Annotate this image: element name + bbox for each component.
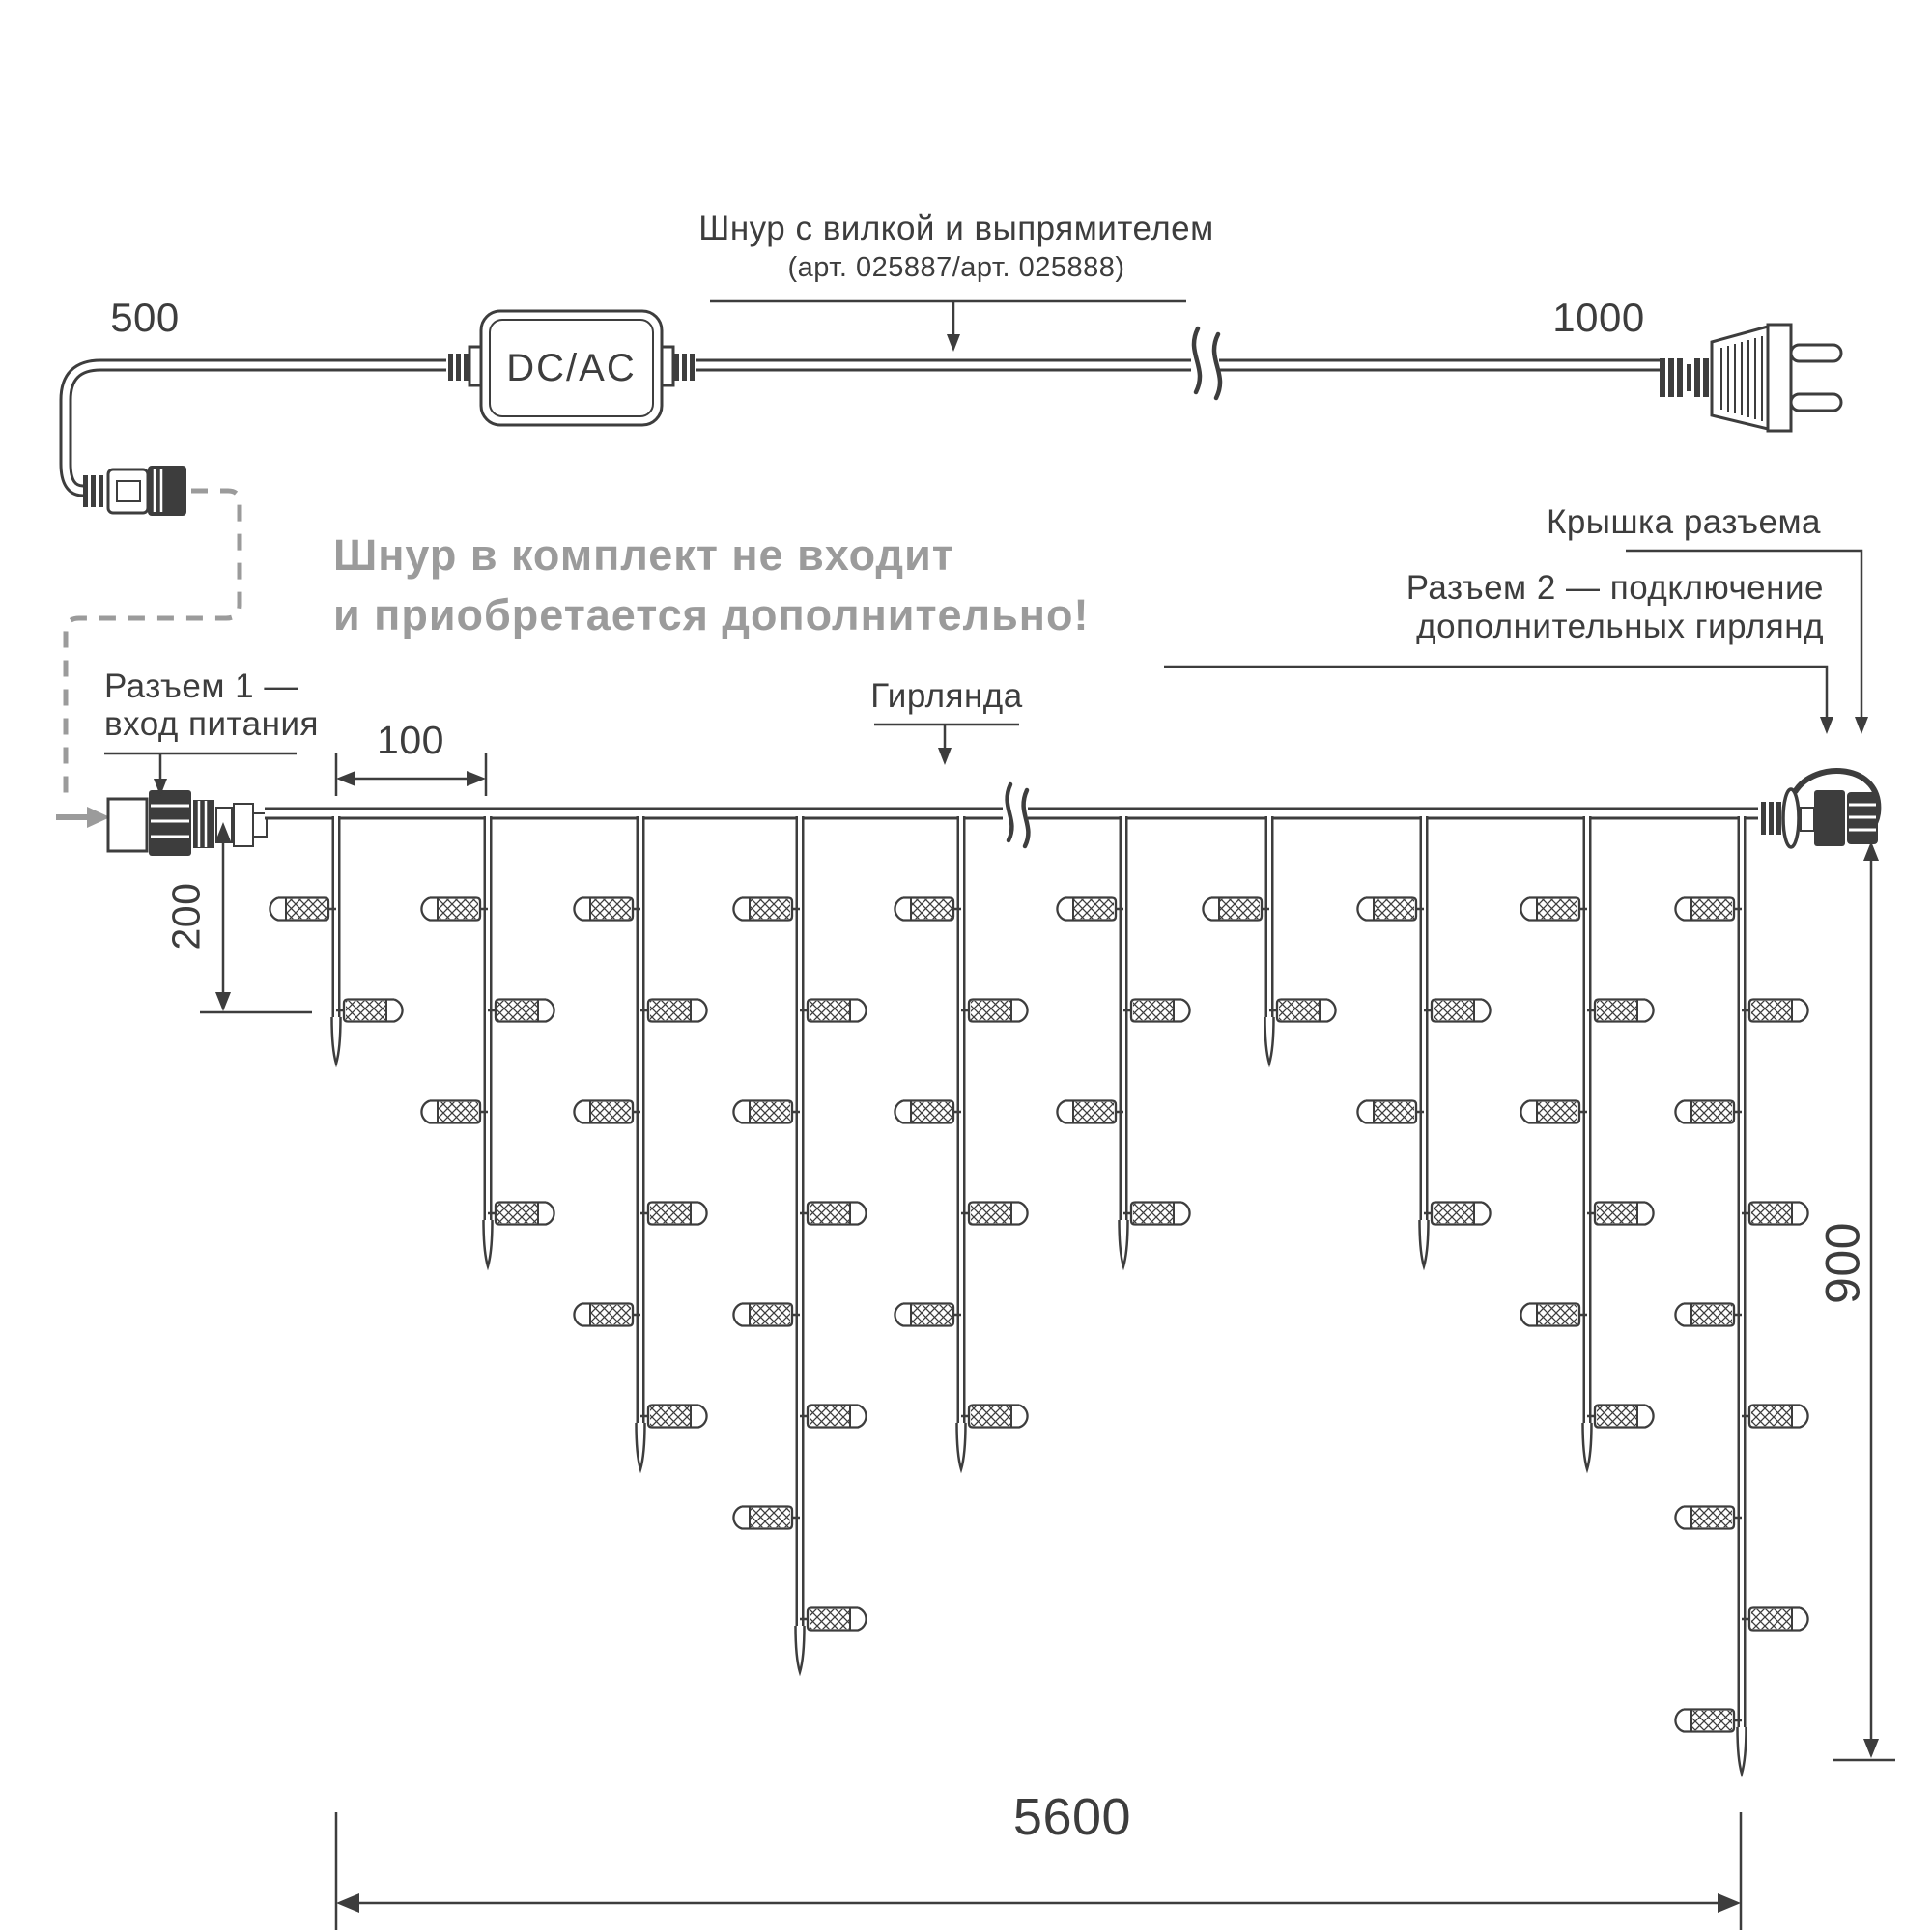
led-bulb — [421, 898, 488, 921]
led-bulb — [640, 1000, 707, 1022]
icicle-drop — [1057, 816, 1189, 1266]
icicle-drop — [1520, 816, 1653, 1469]
led-bulb — [270, 898, 336, 921]
connector1-label-line2: вход питания — [104, 705, 319, 743]
led-bulb — [1424, 1203, 1491, 1225]
power-plug-icon — [1660, 325, 1841, 431]
led-bulb — [574, 1304, 640, 1326]
led-bulb — [733, 1304, 800, 1326]
dim-5600-value: 5600 — [1012, 1788, 1132, 1846]
dim-900-value: 900 — [1815, 1222, 1870, 1304]
led-bulb — [1057, 1101, 1123, 1123]
led-bulb — [961, 1406, 1028, 1428]
led-bulb — [640, 1406, 707, 1428]
note-line1: Шнур в комплект не входит — [333, 530, 954, 580]
not-included-dashed-path — [56, 491, 240, 828]
power-cord-cable — [66, 365, 1662, 491]
icicle-drop — [1675, 816, 1807, 1774]
led-bulb — [1057, 898, 1123, 921]
leader-connector2 — [1164, 667, 1833, 734]
led-bulb — [895, 1304, 961, 1326]
led-bulb — [1123, 1000, 1190, 1022]
led-bulb — [1520, 1304, 1587, 1326]
icicle-drop — [1357, 816, 1490, 1266]
led-bulb — [733, 1101, 800, 1123]
led-bulb — [1587, 1000, 1654, 1022]
led-bulb — [488, 1000, 554, 1022]
led-bulb — [1675, 1304, 1742, 1326]
cord-connector — [83, 466, 186, 516]
led-bulb — [961, 1000, 1028, 1022]
led-bulb — [1357, 898, 1424, 921]
led-bulb — [1123, 1203, 1190, 1225]
led-bulb — [1742, 1608, 1808, 1631]
leader-cord-label — [710, 301, 1186, 352]
leader-connector1 — [104, 753, 297, 796]
led-bulb — [1357, 1101, 1424, 1123]
converter-label: DC/AC — [506, 347, 637, 389]
leader-garland — [874, 724, 1019, 765]
led-bulb — [1203, 898, 1269, 921]
connector-cap — [1847, 792, 1878, 844]
led-bulb — [1742, 1000, 1808, 1022]
connector2-label-line2: дополнительных гирлянд — [1416, 608, 1824, 645]
note-line2: и приобретается дополнительно! — [333, 590, 1090, 639]
led-bulb — [1675, 898, 1742, 921]
icicle-drops — [270, 816, 1807, 1774]
led-bulb — [1675, 1507, 1742, 1529]
led-bulb — [800, 1608, 867, 1631]
connector1-label-line1: Разъем 1 — — [104, 668, 298, 705]
connector2-label-line1: Разъем 2 — подключение — [1406, 569, 1824, 607]
led-bulb — [1269, 1000, 1336, 1022]
led-bulb — [574, 1101, 640, 1123]
dim-1000-value: 1000 — [1552, 295, 1645, 340]
icicle-drop — [1203, 816, 1335, 1064]
led-bulb — [336, 1000, 403, 1022]
cable-break-icon — [1194, 328, 1220, 398]
led-bulb — [800, 1203, 867, 1225]
dim-200-value: 200 — [163, 882, 209, 951]
led-bulb — [640, 1203, 707, 1225]
icicle-drop — [270, 816, 402, 1064]
icicle-drop — [574, 816, 706, 1469]
garland-label: Гирлянда — [870, 677, 1023, 715]
led-bulb — [1675, 1710, 1742, 1732]
led-bulb — [421, 1101, 488, 1123]
led-bulb — [800, 1000, 867, 1022]
led-bulb — [1742, 1203, 1808, 1225]
icicle-drop — [421, 816, 554, 1266]
dim-100-value: 100 — [377, 718, 444, 762]
led-bulb — [1742, 1406, 1808, 1428]
connector-1 — [108, 790, 267, 856]
led-bulb — [733, 1507, 800, 1529]
cap-label: Крышка разъема — [1546, 503, 1821, 541]
led-bulb — [1675, 1101, 1742, 1123]
dim-500-value: 500 — [110, 295, 180, 340]
led-bulb — [961, 1203, 1028, 1225]
connector-2 — [1761, 771, 1878, 847]
led-bulb — [895, 898, 961, 921]
led-bulb — [1587, 1203, 1654, 1225]
garland-break-icon — [1008, 784, 1029, 846]
led-bulb — [1424, 1000, 1491, 1022]
led-bulb — [1520, 898, 1587, 921]
led-bulb — [1520, 1101, 1587, 1123]
led-bulb — [895, 1101, 961, 1123]
led-bulb — [488, 1203, 554, 1225]
led-bulb — [1587, 1406, 1654, 1428]
led-bulb — [574, 898, 640, 921]
icicle-drop — [733, 816, 866, 1672]
icicle-drop — [895, 816, 1027, 1469]
cord-label-line1: Шнур с вилкой и выпрямителем — [698, 210, 1214, 247]
led-bulb — [733, 898, 800, 921]
cord-label-line2: (арт. 025887/арт. 025888) — [787, 252, 1125, 283]
led-bulb — [800, 1406, 867, 1428]
